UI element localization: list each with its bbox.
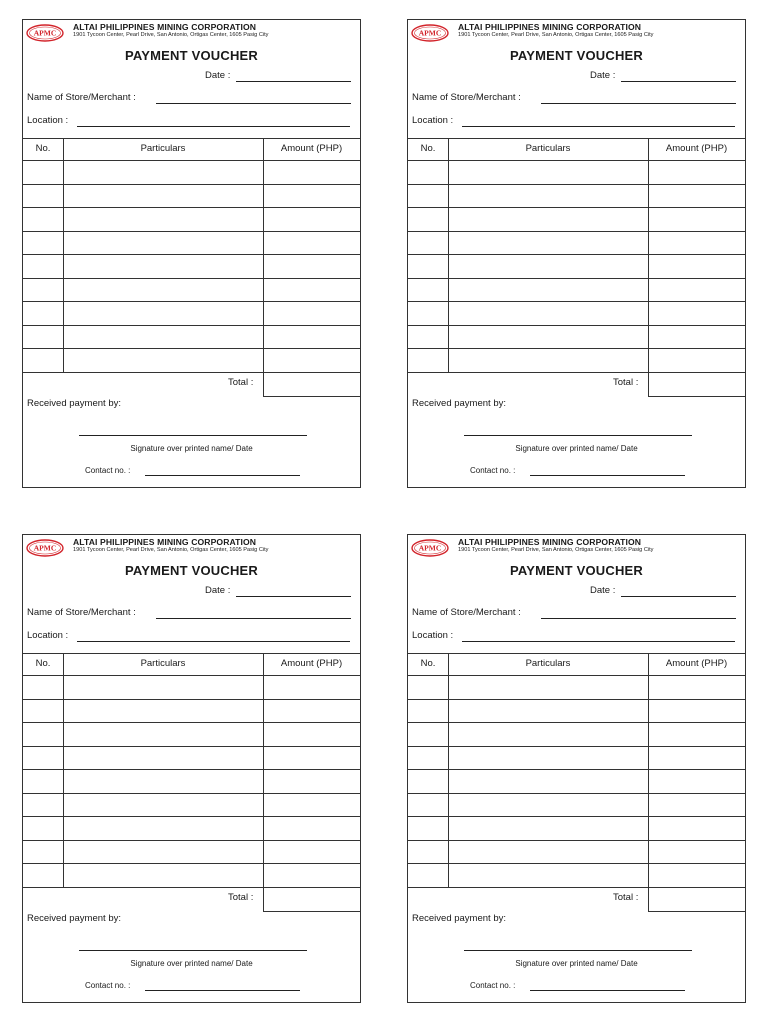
column-divider-no [448, 653, 449, 887]
contact-label: Contact no. : [470, 466, 516, 475]
column-header-amount: Amount (PHP) [665, 658, 728, 669]
column-header-no: No. [35, 658, 51, 669]
voucher-top-left [22, 19, 361, 488]
table-row[interactable] [23, 817, 360, 840]
table-row[interactable] [23, 700, 360, 723]
store-field[interactable] [541, 618, 736, 619]
table-row[interactable] [23, 349, 360, 372]
contact-label: Contact no. : [85, 981, 131, 990]
date-field[interactable] [621, 596, 736, 597]
apmc-logo-icon [411, 24, 449, 42]
contact-field[interactable] [145, 475, 300, 476]
total-label: Total : [613, 892, 639, 903]
column-divider-amount [648, 138, 649, 396]
signature-line[interactable] [464, 950, 692, 951]
total-cell-bottom [648, 396, 745, 397]
store-field[interactable] [156, 618, 351, 619]
table-row[interactable] [23, 161, 360, 184]
date-label: Date : [205, 70, 231, 81]
table-row[interactable] [408, 185, 745, 208]
date-field[interactable] [621, 81, 736, 82]
contact-label: Contact no. : [470, 981, 516, 990]
received-label: Received payment by: [27, 913, 121, 924]
table-row[interactable] [408, 794, 745, 817]
signature-caption: Signature over printed name/ Date [130, 959, 253, 968]
company-name: ALTAI PHILIPPINES MINING CORPORATION [458, 537, 642, 547]
table-row[interactable] [23, 326, 360, 349]
received-label: Received payment by: [412, 913, 506, 924]
apmc-logo-icon [411, 539, 449, 557]
column-header-particulars: Particulars [525, 658, 571, 669]
voucher-title: PAYMENT VOUCHER [124, 563, 259, 578]
table-row[interactable] [408, 841, 745, 864]
location-field[interactable] [462, 641, 735, 642]
table-row[interactable] [23, 770, 360, 793]
table-row[interactable] [23, 747, 360, 770]
table-row[interactable] [408, 700, 745, 723]
voucher-header [408, 20, 745, 50]
column-header-amount: Amount (PHP) [280, 658, 343, 669]
company-name: ALTAI PHILIPPINES MINING CORPORATION [458, 22, 642, 32]
voucher-header [23, 20, 360, 50]
company-address: 1901 Tycoon Center, Pearl Drive, San Antonio, Ortigas Center, 1605 Pasig City [458, 32, 654, 38]
signature-caption: Signature over printed name/ Date [515, 959, 638, 968]
company-address: 1901 Tycoon Center, Pearl Drive, San Antonio, Ortigas Center, 1605 Pasig City [73, 547, 269, 553]
table-row[interactable] [23, 864, 360, 887]
table-row[interactable] [408, 326, 745, 349]
table-row[interactable] [23, 723, 360, 746]
table-row[interactable] [408, 770, 745, 793]
table-row[interactable] [23, 255, 360, 278]
company-address: 1901 Tycoon Center, Pearl Drive, San Antonio, Ortigas Center, 1605 Pasig City [458, 547, 654, 553]
total-cell-bottom [263, 396, 360, 397]
column-header-amount: Amount (PHP) [665, 143, 728, 154]
column-header-amount: Amount (PHP) [280, 143, 343, 154]
voucher-title: PAYMENT VOUCHER [509, 563, 644, 578]
signature-line[interactable] [79, 435, 307, 436]
column-divider-amount [263, 653, 264, 911]
table-row[interactable] [23, 232, 360, 255]
voucher-bottom-left [22, 534, 361, 1003]
location-label: Location : [412, 115, 454, 126]
company-name: ALTAI PHILIPPINES MINING CORPORATION [73, 22, 257, 32]
table-row[interactable] [408, 161, 745, 184]
column-header-particulars: Particulars [140, 143, 186, 154]
apmc-logo-icon [26, 24, 64, 42]
table-row[interactable] [23, 279, 360, 302]
received-label: Received payment by: [412, 398, 506, 409]
total-cell-bottom [648, 911, 745, 912]
store-field[interactable] [541, 103, 736, 104]
store-label: Name of Store/Merchant : [412, 607, 521, 618]
date-label: Date : [590, 70, 616, 81]
total-amount-cell[interactable] [649, 373, 745, 395]
total-amount-cell[interactable] [264, 373, 360, 395]
location-field[interactable] [462, 126, 735, 127]
table-row[interactable] [408, 723, 745, 746]
voucher-bottom-right [407, 534, 746, 1003]
company-address: 1901 Tycoon Center, Pearl Drive, San Antonio, Ortigas Center, 1605 Pasig City [73, 32, 269, 38]
voucher-title: PAYMENT VOUCHER [509, 48, 644, 63]
table-row[interactable] [408, 208, 745, 231]
location-label: Location : [27, 630, 69, 641]
store-label: Name of Store/Merchant : [27, 92, 136, 103]
logo-text: APMC [33, 543, 57, 553]
column-header-no: No. [420, 658, 436, 669]
column-header-no: No. [35, 143, 51, 154]
table-row[interactable] [408, 747, 745, 770]
signature-caption: Signature over printed name/ Date [515, 444, 638, 453]
date-label: Date : [205, 585, 231, 596]
table-row[interactable] [408, 255, 745, 278]
table-row[interactable] [408, 864, 745, 887]
total-label: Total : [613, 377, 639, 388]
store-label: Name of Store/Merchant : [27, 607, 136, 618]
column-divider-no [448, 138, 449, 372]
received-label: Received payment by: [27, 398, 121, 409]
total-label: Total : [228, 377, 254, 388]
table-row[interactable] [23, 676, 360, 699]
date-label: Date : [590, 585, 616, 596]
table-row[interactable] [23, 208, 360, 231]
company-name: ALTAI PHILIPPINES MINING CORPORATION [73, 537, 257, 547]
table-row[interactable] [23, 794, 360, 817]
store-field[interactable] [156, 103, 351, 104]
apmc-logo-icon [26, 539, 64, 557]
column-divider-no [63, 138, 64, 372]
total-amount-cell[interactable] [264, 888, 360, 910]
date-field[interactable] [236, 596, 351, 597]
logo-text: APMC [418, 28, 442, 38]
table-row[interactable] [408, 676, 745, 699]
signature-line[interactable] [79, 950, 307, 951]
signature-line[interactable] [464, 435, 692, 436]
column-header-particulars: Particulars [525, 143, 571, 154]
table-row[interactable] [23, 185, 360, 208]
table-row[interactable] [408, 232, 745, 255]
total-label: Total : [228, 892, 254, 903]
column-divider-amount [648, 653, 649, 911]
table-row[interactable] [23, 841, 360, 864]
column-header-particulars: Particulars [140, 658, 186, 669]
date-field[interactable] [236, 81, 351, 82]
column-divider-amount [263, 138, 264, 396]
table-row[interactable] [408, 817, 745, 840]
location-label: Location : [27, 115, 69, 126]
location-label: Location : [412, 630, 454, 641]
column-header-no: No. [420, 143, 436, 154]
table-row[interactable] [23, 302, 360, 325]
contact-field[interactable] [530, 990, 685, 991]
logo-text: APMC [418, 543, 442, 553]
location-field[interactable] [77, 126, 350, 127]
voucher-header [408, 535, 745, 565]
total-cell-bottom [263, 911, 360, 912]
store-label: Name of Store/Merchant : [412, 92, 521, 103]
column-divider-no [63, 653, 64, 887]
table-row[interactable] [408, 349, 745, 372]
contact-field[interactable] [530, 475, 685, 476]
table-row[interactable] [408, 302, 745, 325]
voucher-title: PAYMENT VOUCHER [124, 48, 259, 63]
logo-text: APMC [33, 28, 57, 38]
total-amount-cell[interactable] [649, 888, 745, 910]
table-row[interactable] [408, 279, 745, 302]
contact-label: Contact no. : [85, 466, 131, 475]
signature-caption: Signature over printed name/ Date [130, 444, 253, 453]
location-field[interactable] [77, 641, 350, 642]
voucher-header [23, 535, 360, 565]
voucher-top-right [407, 19, 746, 488]
contact-field[interactable] [145, 990, 300, 991]
